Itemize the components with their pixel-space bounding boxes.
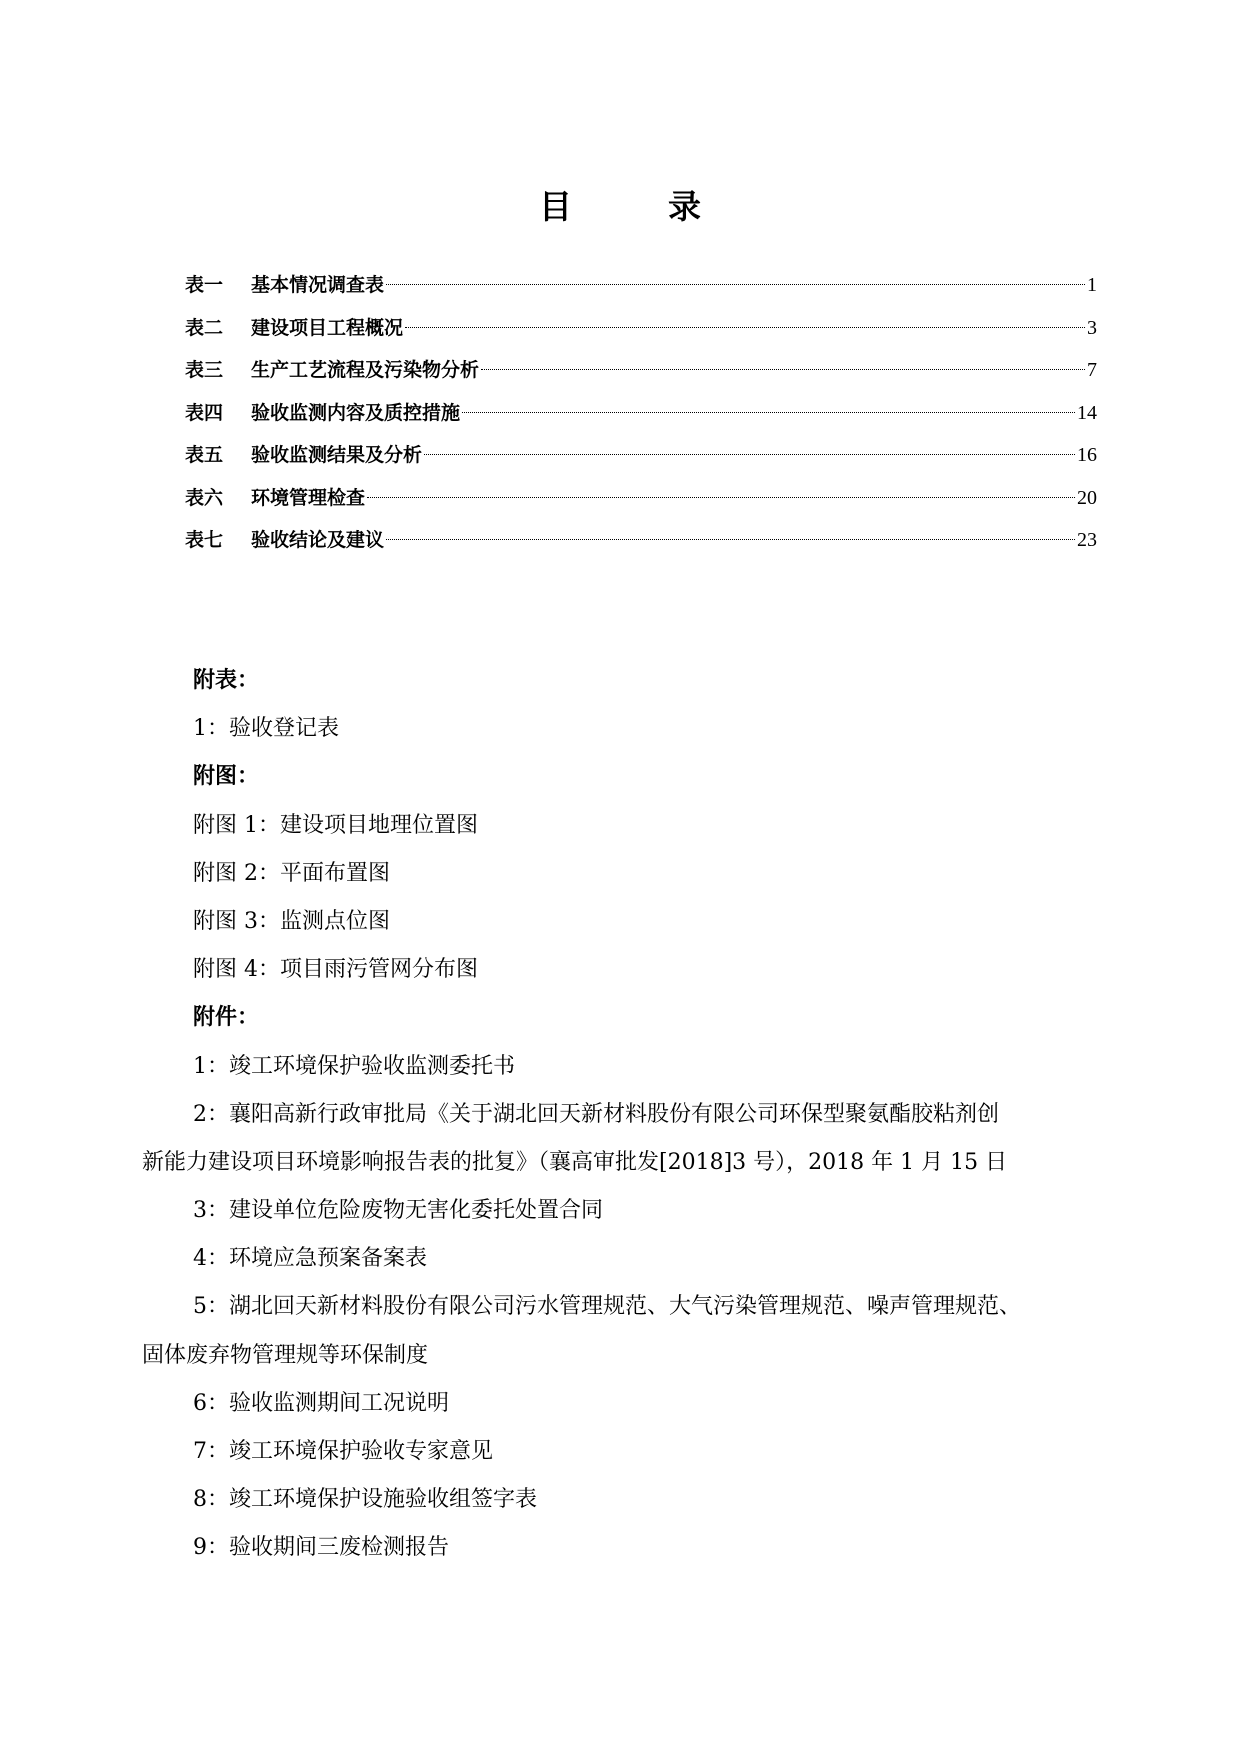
attachment-item-continuation: 新能力建设项目环境影响报告表的批复》（襄高审批发[2018]3 号），2018 年 1 月 15 日 xyxy=(142,1149,1008,1175)
appendix-tables-heading: 附表： xyxy=(193,668,260,693)
toc-entry-code: 表六 xyxy=(185,486,224,509)
toc-entry-code: 表七 xyxy=(185,529,224,551)
toc-dot-leader xyxy=(405,327,1085,328)
appendix-figure-item: 附图 1：建设项目地理位置图 xyxy=(193,812,478,838)
toc-entry-page: 14 xyxy=(1077,401,1097,424)
toc-entry[interactable] xyxy=(185,434,1097,477)
appendix-section xyxy=(142,657,1102,1573)
toc-dot-leader xyxy=(386,284,1085,285)
toc-entry-title: 基本情况调查表 xyxy=(251,274,385,296)
toc-entry-page: 7 xyxy=(1087,359,1097,381)
page-title-char-2: 录 xyxy=(668,187,701,226)
toc-dot-leader xyxy=(367,497,1075,498)
attachment-item: 6：验收监测期间工况说明 xyxy=(193,1390,449,1416)
toc-entry-code: 表四 xyxy=(185,401,224,424)
attachment-item: 1：竣工环境保护验收监测委托书 xyxy=(193,1053,515,1079)
toc-entry-title: 验收监测内容及质控措施 xyxy=(251,401,461,424)
appendix-figure-item: 附图 2：平面布置图 xyxy=(193,860,390,886)
appendix-figure-item: 附图 3：监测点位图 xyxy=(193,908,390,934)
toc-entry-code: 表三 xyxy=(185,359,224,381)
appendix-table-item: 1：验收登记表 xyxy=(193,716,339,742)
toc-dot-leader xyxy=(424,454,1075,455)
appendix-figures-heading: 附图： xyxy=(193,764,260,790)
toc-entry-page: 20 xyxy=(1077,486,1097,509)
toc-entry-title: 验收结论及建议 xyxy=(251,529,385,551)
page-title-char-1: 目 xyxy=(539,187,572,226)
toc-dot-leader xyxy=(386,539,1075,540)
toc-entry-code: 表二 xyxy=(185,316,224,339)
attachment-item: 9：验收期间三废检测报告 xyxy=(193,1535,449,1561)
table-of-contents xyxy=(185,264,1097,562)
page-title xyxy=(0,182,1240,232)
toc-entry-title: 生产工艺流程及污染物分析 xyxy=(251,359,480,381)
toc-entry-code: 表一 xyxy=(185,274,224,296)
toc-dot-leader xyxy=(481,369,1085,370)
attachment-item: 7：竣工环境保护验收专家意见 xyxy=(193,1439,493,1464)
toc-entry-title: 环境管理检查 xyxy=(251,486,366,509)
attachment-item: 8：竣工环境保护设施验收组签字表 xyxy=(193,1487,537,1513)
attachment-item: 4：环境应急预案备案表 xyxy=(193,1246,427,1272)
toc-entry-page: 16 xyxy=(1077,444,1097,466)
attachment-item: 2：襄阳高新行政审批局《关于湖北回天新材料股份有限公司环保型聚氨酯胶粘剂创 xyxy=(193,1101,999,1127)
attachment-item: 3：建设单位危险废物无害化委托处置合同 xyxy=(193,1198,603,1224)
toc-entry[interactable] xyxy=(185,307,1097,350)
toc-entry-title: 验收监测结果及分析 xyxy=(251,444,423,466)
toc-entry-title: 建设项目工程概况 xyxy=(251,316,404,339)
toc-entry[interactable] xyxy=(185,477,1097,520)
toc-entry-page: 3 xyxy=(1087,316,1097,339)
toc-entry[interactable] xyxy=(185,264,1097,307)
toc-entry-page: 1 xyxy=(1087,274,1097,296)
toc-entry[interactable] xyxy=(185,519,1097,562)
appendix-figure-item: 附图 4：项目雨污管网分布图 xyxy=(193,957,478,983)
toc-entry[interactable] xyxy=(185,392,1097,435)
attachment-item: 5：湖北回天新材料股份有限公司污水管理规范、大气污染管理规范、噪声管理规范、 xyxy=(193,1294,1021,1320)
toc-entry-page: 23 xyxy=(1077,529,1097,551)
attachment-item-continuation: 固体废弃物管理规等环保制度 xyxy=(142,1342,429,1368)
toc-dot-leader xyxy=(462,412,1075,413)
toc-entry-code: 表五 xyxy=(185,444,224,466)
attachments-heading: 附件： xyxy=(193,1005,260,1031)
toc-entry[interactable] xyxy=(185,349,1097,392)
